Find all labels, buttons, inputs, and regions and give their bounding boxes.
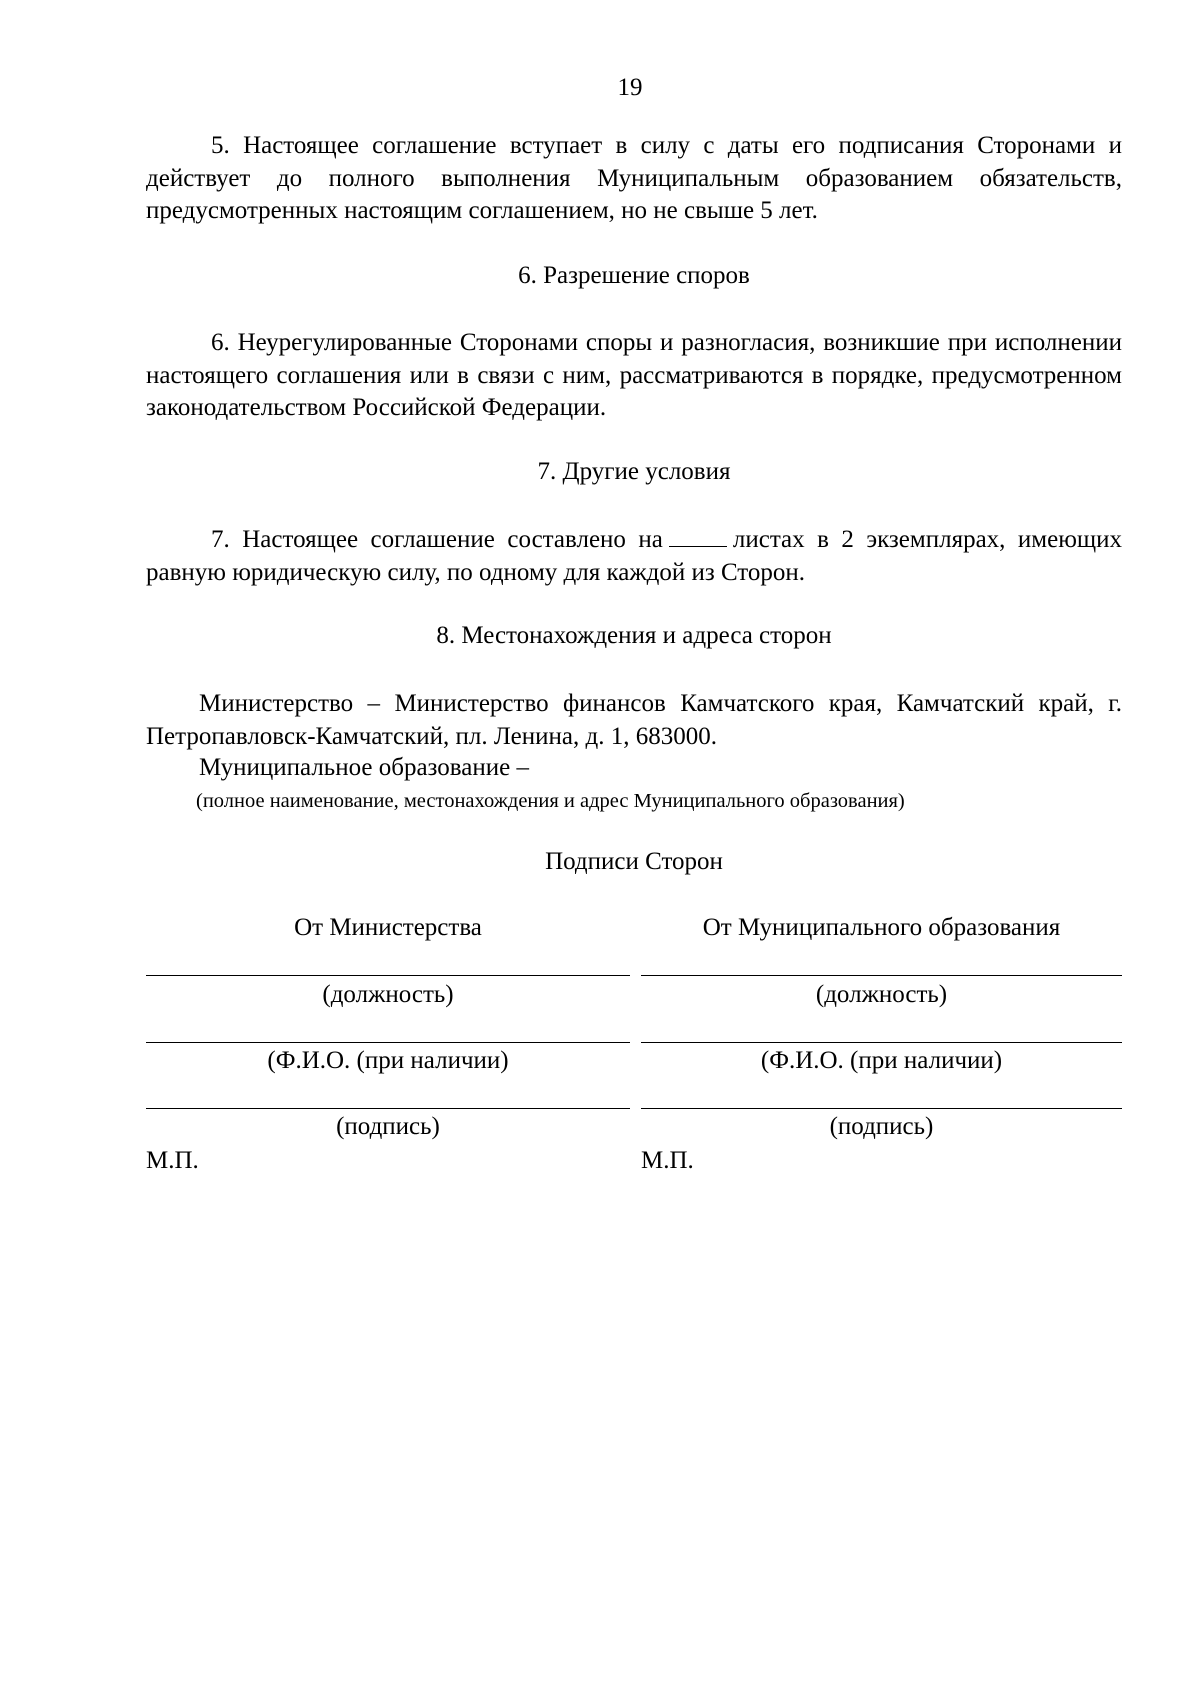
paragraph-7-text-after: листах в 2 экземплярах, имеющих равную юридическую силу, по одному для каждой из Сторон.	[146, 526, 1123, 586]
signature-right-title: От Муниципального образования	[702, 914, 1061, 941]
paragraph-6	[146, 327, 1122, 425]
signature-right-signature-line	[641, 1108, 1122, 1109]
signature-left-signature-label: (подпись)	[336, 1113, 440, 1140]
paragraph-5	[146, 130, 1122, 228]
paragraph-7	[146, 524, 1122, 589]
paragraph-7-number: 7.	[211, 526, 230, 553]
signature-right-stamp: М.П.	[641, 1147, 694, 1174]
signature-left-position-label: (должность)	[322, 981, 454, 1008]
paragraph-5-text: Настоящее соглашение вступает в силу с даты его подписания Сторонами и действует до полного выполнения Муниципальным образованием обязательств, предусмотренных настоящим соглашением, но не свыше 5 лет.	[146, 132, 1122, 224]
signatures-title: Подписи Сторон	[545, 848, 723, 875]
signature-left-signature-line	[146, 1108, 630, 1109]
municipality-note: (полное наименование, местонахождения и адрес Муниципального образования)	[196, 790, 905, 812]
paragraph-5-number: 5.	[211, 132, 230, 159]
signature-right-name-label: (Ф.И.О. (при наличии)	[760, 1047, 1003, 1074]
signature-left-title: От Министерства	[294, 914, 482, 941]
signature-right-position-label: (должность)	[815, 981, 948, 1008]
municipality-label: Муниципальное образование –	[199, 754, 529, 781]
signature-left-name-line	[146, 1042, 630, 1043]
ministry-address	[146, 688, 1122, 753]
signature-right-name-line	[641, 1042, 1122, 1043]
ministry-address-text: Министерство – Министерство финансов Камчатского края, Камчатский край, г. Петропавловск-Камчатский, пл. Ленина, д. 1, 683000.	[146, 690, 1122, 750]
heading-disputes: 6. Разрешение споров	[518, 262, 750, 289]
signature-left-stamp: М.П.	[146, 1147, 199, 1174]
page-number: 19	[617, 74, 643, 101]
paragraph-7-text-before: Настоящее соглашение составлено на	[242, 526, 663, 553]
heading-other-conditions: 7. Другие условия	[537, 458, 731, 485]
signature-right-signature-label: (подпись)	[829, 1113, 934, 1140]
sheet-count-blank	[669, 526, 727, 547]
signature-left-position-line	[146, 975, 630, 976]
paragraph-6-text: Неурегулированные Сторонами споры и разногласия, возникшие при исполнении настоящего соглашения или в связи с ним, рассматриваются в порядке, предусмотренном законодательством Российской Федерации.	[146, 329, 1122, 421]
heading-addresses: 8. Местонахождения и адреса сторон	[436, 622, 832, 649]
paragraph-6-number: 6.	[211, 329, 230, 356]
signature-right-position-line	[641, 975, 1122, 976]
signature-left-name-label: (Ф.И.О. (при наличии)	[267, 1047, 509, 1074]
